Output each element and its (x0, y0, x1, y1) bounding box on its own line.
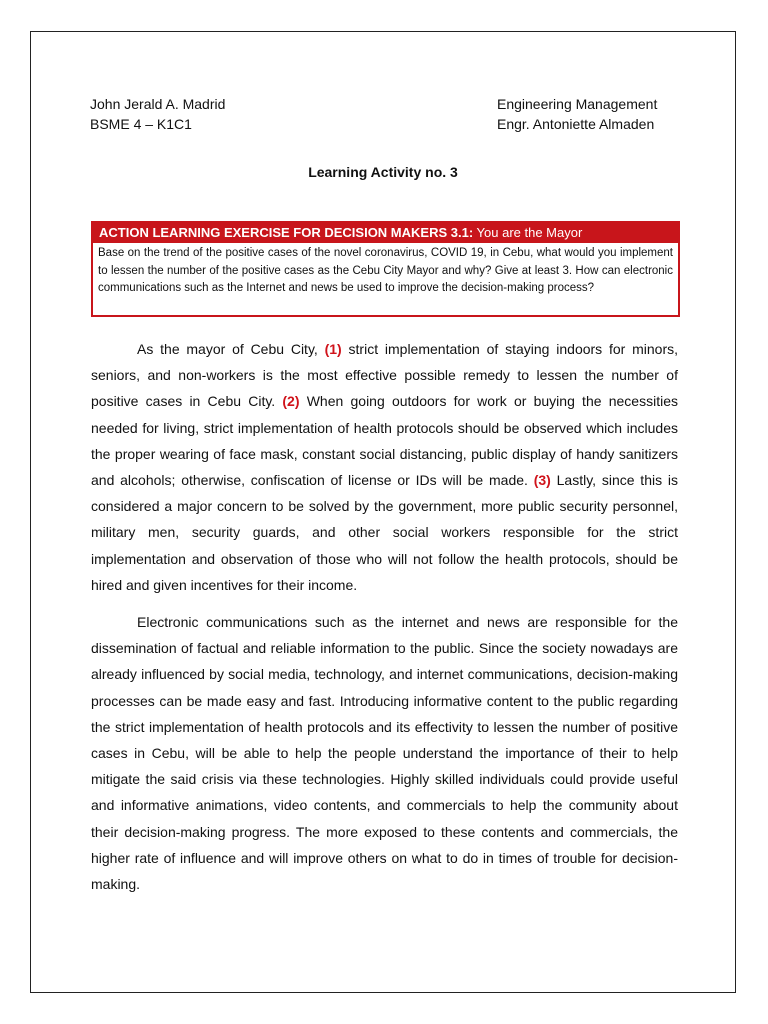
p1-text-1: strict implementation of staying indoors for minors, seniors, and non-workers is the most effective possible remedy to lessen the number of positive cases in Cebu City. (91, 341, 679, 410)
p1-text-3: Lastly, since this is considered a major concern to be solved by the government, more public security personnel, military men, security guards, and other social workers responsible for the strict implementation and observation of those who will not follow the health protocols, should be hired and given incentives for their income. (91, 472, 679, 593)
student-section: BSME 4 – K1C1 (90, 116, 192, 132)
document-title: Learning Activity no. 3 (308, 164, 458, 180)
item-number-1: (1) (324, 341, 342, 357)
course-info (497, 94, 657, 134)
exercise-prompt: Base on the trend of the positive cases of the novel coronavirus, COVID 19, in Cebu, what would you implement to lessen the number of the positive cases as the Cebu City Mayor and why? Give at least 3. How can electronic communications such as the Internet and news be used to improve the decision-making process? (98, 247, 673, 294)
exercise-heading-bold: ACTION LEARNING EXERCISE FOR DECISION MAKERS 3.1: (99, 225, 474, 240)
course-name: Engineering Management (497, 96, 658, 112)
answer-paragraph-2: Electronic communications such as the internet and news are responsible for the dissemination of factual and reliable information to the public. Since the society nowadays are already influenced by social media, technology, and internet communications, decision-making processes can be made easy and fast. Introducing informative content to the public regarding the strict implementation of health protocols and its effectivity to lessen the number of positive cases in Cebu, will be able to help the people understand the importance of their to help mitigate the said crisis via these technologies. Highly skilled individuals could provide useful and informative animations, video contents, and commercials to help the community about their decision-making progress. The more exposed to these contents and commercials, the higher rate of influence and will improve others on what to do in times of trouble for decision-making. (91, 614, 678, 893)
item-number-2: (2) (282, 393, 300, 410)
exercise-heading-subtitle: You are the Mayor (473, 225, 583, 240)
instructor-name: Engr. Antoniette Almaden (497, 116, 655, 132)
answer-paragraph-1 (91, 336, 678, 598)
item-number-3: (3) (533, 472, 551, 489)
student-name: John Jerald A. Madrid (90, 96, 226, 112)
p1-text-0: As the mayor of Cebu City, (137, 341, 325, 357)
p1-text-2: When going outdoors for work or buying the necessities needed for living, strict implementation of health protocols should be observed which includes the proper wearing of face mask, constant social distancing, public display of handy sanitizers and alcohols; otherwise, confiscation of license or IDs will be made. (91, 393, 678, 489)
document-page (30, 31, 736, 993)
answer-body (91, 336, 678, 897)
exercise-box (91, 221, 680, 317)
exercise-heading (93, 223, 678, 243)
student-info (90, 94, 225, 134)
